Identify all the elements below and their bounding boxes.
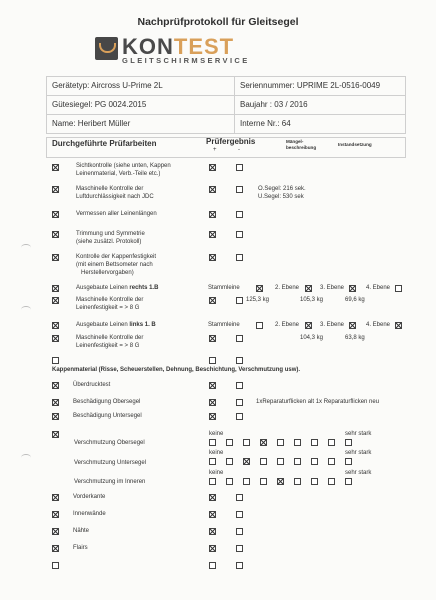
- row-fest-l: Maschinelle Kontrolle der Leinenfestigkeit = > 8 G: [76, 335, 144, 349]
- kontest-logo: [95, 35, 345, 69]
- check-kappenfest-plus[interactable]: [209, 254, 216, 261]
- check-blank-2-plus[interactable]: [209, 562, 216, 569]
- check-fest-l-plus[interactable]: [209, 335, 216, 342]
- scale-innen-box-7[interactable]: [311, 478, 318, 485]
- row-vermessen: Vermessen aller Leinenlängen: [76, 211, 157, 217]
- luft-obersegel: O.Segel: 216 sek.: [258, 186, 306, 192]
- check-vorderkante-plus[interactable]: [209, 494, 216, 501]
- check-sicht-minus[interactable]: [236, 164, 243, 171]
- baujahr: Baujahr : 03 / 2016: [240, 100, 308, 109]
- check-blank-1-minus[interactable]: [236, 357, 243, 364]
- v-unter-sehr-stark: sehr stark: [345, 450, 372, 456]
- scale-innen-box-1[interactable]: [209, 478, 216, 485]
- row-sicht: Sichtkontrolle (siehe unten, Kappen Leinenmaterial, Verb.-Teile etc.): [76, 163, 171, 177]
- v-innen-sehr-stark: sehr stark: [345, 470, 372, 476]
- links-stammleine: Stammleine: [208, 322, 240, 328]
- scale-unter-box-1[interactable]: [209, 458, 216, 465]
- rechts-ebene2: 2. Ebene: [275, 285, 300, 291]
- check-links-ebene4[interactable]: [395, 322, 402, 329]
- check-flairs-plus[interactable]: [209, 545, 216, 552]
- check-rechts-ebene4[interactable]: [395, 285, 402, 292]
- scale-ober-box-9[interactable]: [345, 439, 352, 446]
- logo-brand-a: KON: [122, 34, 174, 59]
- document-title: Nachprüfprotokoll für Gleitsegel: [137, 16, 299, 28]
- check-verschmutzung[interactable]: [52, 431, 59, 438]
- header-maengel: Mängel- beschreibung: [286, 139, 317, 150]
- check-vorderkante[interactable]: [52, 494, 59, 501]
- scale-ober-box-5[interactable]: [277, 439, 284, 446]
- check-luft-minus[interactable]: [236, 186, 243, 193]
- check-flairs-minus[interactable]: [236, 545, 243, 552]
- header-instandsetzung: Instandsetzung: [338, 142, 372, 147]
- scale-ober-box-1[interactable]: [209, 439, 216, 446]
- scale-innen-box-6[interactable]: [294, 478, 301, 485]
- row-ueberdruck: Überdrucktest: [73, 382, 111, 388]
- binder-hole: [21, 306, 31, 313]
- check-rechts[interactable]: [52, 285, 59, 292]
- check-obersegel[interactable]: [52, 399, 59, 406]
- check-kappenfest-minus[interactable]: [236, 254, 243, 261]
- scale-innen-box-3[interactable]: [243, 478, 250, 485]
- check-innenwaende-plus[interactable]: [209, 511, 216, 518]
- scale-unter-box-3[interactable]: [243, 458, 250, 465]
- rechts-stammleine: Stammleine: [208, 285, 240, 291]
- kappenmaterial-heading: Kappenmaterial (Risse, Scheuerstellen, Dehnung, Beschichtung, Verschmutzung usw).: [52, 367, 301, 373]
- rechts-value-2: 105,3 kg: [300, 297, 324, 303]
- row-innenwaende: Innenwände: [73, 511, 106, 517]
- check-fest-r-plus[interactable]: [209, 297, 216, 304]
- scale-unter-box-7[interactable]: [311, 458, 318, 465]
- header-pruefergebnis: Prüfergebnis: [206, 137, 256, 146]
- check-blank-2[interactable]: [52, 562, 59, 569]
- header-minus: -: [238, 147, 240, 153]
- check-ueberdruck-minus[interactable]: [236, 382, 243, 389]
- check-fest-r-minus[interactable]: [236, 297, 243, 304]
- rechts-ebene4: 4. Ebene: [366, 285, 391, 291]
- scale-innen-box-2[interactable]: [226, 478, 233, 485]
- luft-untersegel: U.Segel: 530 sek: [258, 194, 304, 200]
- row-luft: Maschinelle Kontrolle der Luftdurchlässigkeit nach JDC: [76, 186, 154, 200]
- logo-mark-icon: [95, 37, 118, 60]
- v-unter-keine: keine: [209, 450, 224, 456]
- check-trimmung[interactable]: [52, 231, 59, 238]
- check-untersegel[interactable]: [52, 413, 59, 420]
- check-luft-plus[interactable]: [209, 186, 216, 193]
- scale-ober-box-2[interactable]: [226, 439, 233, 446]
- links-value-2: 104,3 kg: [300, 335, 324, 341]
- check-links-ebene2[interactable]: [305, 322, 312, 329]
- check-obersegel-plus[interactable]: [209, 399, 216, 406]
- check-luft[interactable]: [52, 186, 59, 193]
- rechts-value-1: 125,3 kg: [246, 297, 270, 303]
- check-links-stammleine[interactable]: [256, 322, 263, 329]
- check-naehte[interactable]: [52, 528, 59, 535]
- header-pruefarbeiten: Durchgeführte Prüfarbeiten: [52, 139, 157, 148]
- check-blank-1[interactable]: [52, 357, 59, 364]
- scale-unter-box-8[interactable]: [328, 458, 335, 465]
- links-value-3: 63,8 kg: [345, 335, 365, 341]
- scale-innen-box-8[interactable]: [328, 478, 335, 485]
- links-ebene4: 4. Ebene: [366, 322, 391, 328]
- scale-innen-box-4[interactable]: [260, 478, 267, 485]
- row-v-ober: Verschmutzung Obersegel: [74, 440, 145, 446]
- check-sicht[interactable]: [52, 164, 59, 171]
- scale-unter-box-9[interactable]: [345, 458, 352, 465]
- header-plus: +: [213, 147, 217, 153]
- scale-ober-box-8[interactable]: [328, 439, 335, 446]
- geraetetyp: Gerätetyp: Aircross U-Prime 2L: [52, 81, 163, 90]
- links-ebene2: 2. Ebene: [275, 322, 300, 328]
- check-innenwaende-minus[interactable]: [236, 511, 243, 518]
- binder-hole: [21, 244, 31, 251]
- row-rechts: Ausgebaute Leinen rechts 1.B: [76, 285, 159, 291]
- check-trimmung-minus[interactable]: [236, 231, 243, 238]
- check-vermessen-plus[interactable]: [209, 211, 216, 218]
- check-vermessen-minus[interactable]: [236, 211, 243, 218]
- scale-unter-box-2[interactable]: [226, 458, 233, 465]
- check-blank-2-minus[interactable]: [236, 562, 243, 569]
- check-vermessen[interactable]: [52, 211, 59, 218]
- row-trimmung: Trimmung und Symmetrie (siehe zusätzl. Protokoll): [76, 231, 145, 245]
- check-fest-l[interactable]: [52, 335, 59, 342]
- rechts-ebene3: 3. Ebene: [320, 285, 345, 291]
- row-links: Ausgebaute Leinen links 1. B: [76, 322, 156, 328]
- row-v-unter: Verschmutzung Untersegel: [74, 460, 147, 466]
- row-naehte: Nähte: [73, 528, 90, 534]
- check-untersegel-minus[interactable]: [236, 413, 243, 420]
- scale-ober-box-6[interactable]: [294, 439, 301, 446]
- interne-nr: Interne Nr.: 64: [240, 119, 291, 128]
- check-vorderkante-minus[interactable]: [236, 494, 243, 501]
- check-naehte-minus[interactable]: [236, 528, 243, 535]
- logo-brand-b: TEST: [173, 34, 235, 59]
- scale-unter-box-5[interactable]: [277, 458, 284, 465]
- scale-ober-box-7[interactable]: [311, 439, 318, 446]
- guetesiegel: Gütesiegel: PG 0024.2015: [52, 100, 147, 109]
- scale-unter-box-4[interactable]: [260, 458, 267, 465]
- row-kappenfest: Kontrolle der Kappenfestigkeit (mit einem Bettsometer nach Herstellervorgaben): [76, 254, 157, 276]
- check-untersegel-plus[interactable]: [209, 413, 216, 420]
- links-ebene3: 3. Ebene: [320, 322, 345, 328]
- check-obersegel-minus[interactable]: [236, 399, 243, 406]
- scale-innen-box-9[interactable]: [345, 478, 352, 485]
- check-fest-l-minus[interactable]: [236, 335, 243, 342]
- check-rechts-stammleine[interactable]: [256, 285, 263, 292]
- check-ueberdruck-plus[interactable]: [209, 382, 216, 389]
- check-blank-1-plus[interactable]: [209, 357, 216, 364]
- check-links-ebene3[interactable]: [349, 322, 356, 329]
- scale-ober-box-4[interactable]: [260, 439, 267, 446]
- check-kappenfest[interactable]: [52, 254, 59, 261]
- row-vorderkante: Vorderkante: [73, 494, 106, 500]
- v-innen-keine: keine: [209, 470, 224, 476]
- scale-innen-box-5[interactable]: [277, 478, 284, 485]
- row-fest-r: Maschinelle Kontrolle der Leinenfestigkeit = > 8 G: [76, 297, 144, 311]
- check-rechts-ebene2[interactable]: [305, 285, 312, 292]
- seriennummer: Seriennummer: UPRIME 2L-0516-0049: [240, 81, 381, 90]
- row-v-innen: Verschmutzung im Inneren: [74, 479, 146, 485]
- row-obersegel: Beschädigung Obersegel: [73, 399, 141, 405]
- check-ueberdruck[interactable]: [52, 382, 59, 389]
- scale-ober-box-3[interactable]: [243, 439, 250, 446]
- check-innenwaende[interactable]: [52, 511, 59, 518]
- pilot-name: Name: Heribert Müller: [52, 119, 131, 128]
- check-flairs[interactable]: [52, 545, 59, 552]
- row-flairs: Flairs: [73, 545, 88, 551]
- v-ober-keine: keine: [209, 431, 224, 437]
- rechts-value-3: 69,6 kg: [345, 297, 365, 303]
- check-links[interactable]: [52, 322, 59, 329]
- row-untersegel: Beschädigung Untersegel: [73, 413, 142, 419]
- binder-hole: [21, 454, 31, 461]
- check-rechts-ebene3[interactable]: [349, 285, 356, 292]
- logo-tagline: GLEITSCHIRMSERVICE: [122, 56, 250, 65]
- reparatur-note: 1xReparaturflicken alt 1x Reparaturflicken neu: [256, 399, 380, 405]
- check-sicht-plus[interactable]: [209, 164, 216, 171]
- scale-unter-box-6[interactable]: [294, 458, 301, 465]
- v-ober-sehr-stark: sehr stark: [345, 431, 372, 437]
- check-trimmung-plus[interactable]: [209, 231, 216, 238]
- check-fest-r[interactable]: [52, 297, 59, 304]
- check-naehte-plus[interactable]: [209, 528, 216, 535]
